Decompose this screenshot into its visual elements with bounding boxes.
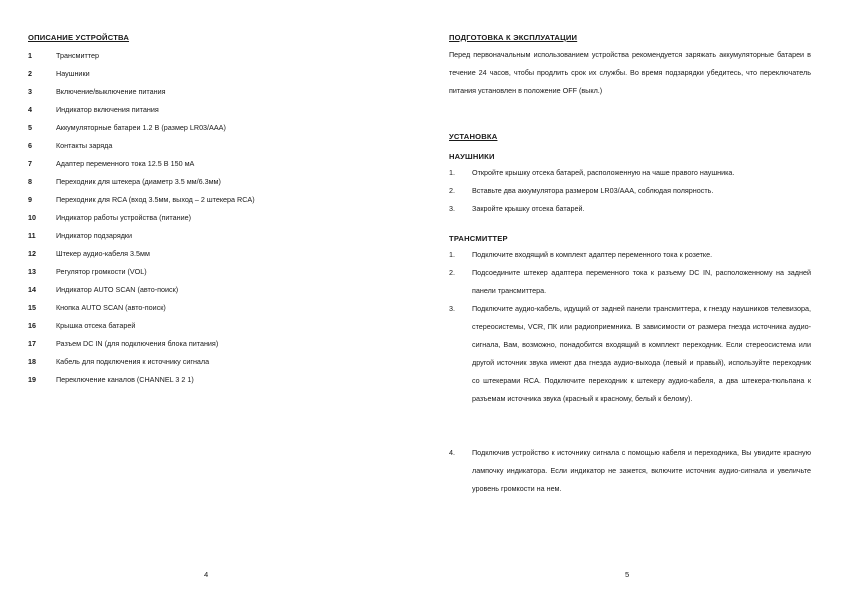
item-text: Индикатор подзарядки xyxy=(56,231,133,240)
parts-list-item xyxy=(28,213,398,223)
parts-list-item xyxy=(28,177,398,187)
step-number: 1. xyxy=(449,250,455,259)
item-text: Включение/выключение питания xyxy=(56,87,166,96)
item-number: 4 xyxy=(28,105,32,114)
item-text: Кнопка AUTO SCAN (авто-поиск) xyxy=(56,303,166,312)
item-text: Переходник для штекера (диаметр 3.5 мм/6.3мм) xyxy=(56,177,221,186)
step-text: Вставьте два аккумулятора размером LR03/AAA, соблюдая полярность. xyxy=(472,186,714,195)
parts-list-item xyxy=(28,231,398,241)
parts-list-item xyxy=(28,105,398,115)
parts-list-item xyxy=(28,285,398,295)
step-text: Подключите аудио-кабель, идущий от задней панели трансмиттера, к гнезду наушников телевизора, стереосистемы, VCR, ПК или радиоприемника. В зависимости от размера гнезда источника аудио-сигнала, Вам, возможно, понадобится входящий в комплект переходник. Если стереосистема или другой источник звука имеют два гнезда аудио-выхода (левый и правый), используйте переходник со штекерами RCA. Подключите переходник к штекеру аудио-кабеля, а два штекера-тюльпана к разъемам источника звука (красный к красному, белый к белому). xyxy=(472,304,811,403)
step-text: Закройте крышку отсека батарей. xyxy=(472,204,585,213)
parts-list-item xyxy=(28,249,398,259)
page-number-right: 5 xyxy=(625,570,630,579)
parts-list-item xyxy=(28,159,398,169)
step-number: 2. xyxy=(449,268,455,277)
item-number: 12 xyxy=(28,249,36,258)
item-number: 11 xyxy=(28,231,36,240)
item-number: 5 xyxy=(28,123,32,132)
item-number: 9 xyxy=(28,195,32,204)
step-text: Подключив устройство к источнику сигнала с помощью кабеля и переходника, Вы увидите красную лампочку индикатора. Если индикатор не зажется, включите источник аудио-сигнала и увеличьте уровень громкости на нем. xyxy=(472,448,811,493)
parts-list-item xyxy=(28,195,398,205)
preparation-title: ПОДГОТОВКА К ЭКСПЛУАТАЦИИ xyxy=(449,33,578,42)
step-number: 3. xyxy=(449,204,455,213)
item-text: Разъем DC IN (для подключения блока питания) xyxy=(56,339,219,348)
item-number: 3 xyxy=(28,87,32,96)
item-number: 7 xyxy=(28,159,32,168)
item-number: 8 xyxy=(28,177,32,186)
item-text: Индикатор включения питания xyxy=(56,105,159,114)
parts-list-item xyxy=(28,321,398,331)
item-text: Наушники xyxy=(56,69,90,78)
item-text: Индикатор работы устройства (питание) xyxy=(56,213,192,222)
item-number: 15 xyxy=(28,303,36,312)
item-number: 18 xyxy=(28,357,36,366)
transmitter-title: ТРАНСМИТТЕР xyxy=(449,234,508,243)
item-number: 17 xyxy=(28,339,36,348)
item-number: 14 xyxy=(28,285,36,294)
step-number: 3. xyxy=(449,304,455,313)
parts-list-item xyxy=(28,267,398,277)
step-number: 2. xyxy=(449,186,455,195)
preparation-text: Перед первоначальным использованием устройства рекомендуется заряжать аккумуляторные батареи в течение 24 часов, чтобы продлить срок их службы. Во время подзарядки убедитесь, что переключатель питания установлен в положение OFF (выкл.) xyxy=(449,50,811,95)
item-text: Кабель для подключения к источнику сигнала xyxy=(56,357,210,366)
step-number: 4. xyxy=(449,448,455,457)
step-text: Подключите входящий в комплект адаптер переменного тока к розетке. xyxy=(472,250,713,259)
parts-list-item xyxy=(28,69,398,79)
parts-list-item xyxy=(28,303,398,313)
parts-list-item xyxy=(28,51,398,61)
item-number: 13 xyxy=(28,267,36,276)
parts-list-item xyxy=(28,123,398,133)
parts-list-item xyxy=(28,339,398,349)
right-page xyxy=(421,0,842,595)
item-text: Аккумуляторные батареи 1.2 В (размер LR03/AAA) xyxy=(56,123,226,132)
item-text: Адаптер переменного тока 12.5 В 150 мА xyxy=(56,159,195,168)
parts-list-item xyxy=(28,375,398,385)
device-description-title: ОПИСАНИЕ УСТРОЙСТВА xyxy=(28,33,130,42)
item-text: Трансмиттер xyxy=(56,51,99,60)
item-text: Переходник для RCA (вход 3.5мм, выход – 2 штекера RCA) xyxy=(56,195,255,204)
step-text: Откройте крышку отсека батарей, расположенную на чаше правого наушника. xyxy=(472,168,735,177)
item-text: Регулятор громкости (VOL) xyxy=(56,267,147,276)
item-text: Индикатор AUTO SCAN (авто-поиск) xyxy=(56,285,179,294)
item-text: Штекер аудио-кабеля 3.5мм xyxy=(56,249,150,258)
item-number: 19 xyxy=(28,375,36,384)
parts-list-item xyxy=(28,87,398,97)
page-number-left: 4 xyxy=(204,570,209,579)
headphones-title: НАУШНИКИ xyxy=(449,152,495,161)
item-number: 2 xyxy=(28,69,32,78)
parts-list-item xyxy=(28,357,398,367)
parts-list-item xyxy=(28,141,398,151)
item-text: Переключение каналов (CHANNEL 3 2 1) xyxy=(56,375,194,384)
step-number: 1. xyxy=(449,168,455,177)
step-text: Подсоедините штекер адаптера переменного тока к разъему DC IN, расположенному на задней панели трансмиттера. xyxy=(472,268,811,295)
item-number: 10 xyxy=(28,213,36,222)
item-number: 1 xyxy=(28,51,32,60)
item-number: 16 xyxy=(28,321,36,330)
installation-title: УСТАНОВКА xyxy=(449,132,498,141)
item-number: 6 xyxy=(28,141,32,150)
item-text: Крышка отсека батарей xyxy=(56,321,136,330)
item-text: Контакты заряда xyxy=(56,141,113,150)
